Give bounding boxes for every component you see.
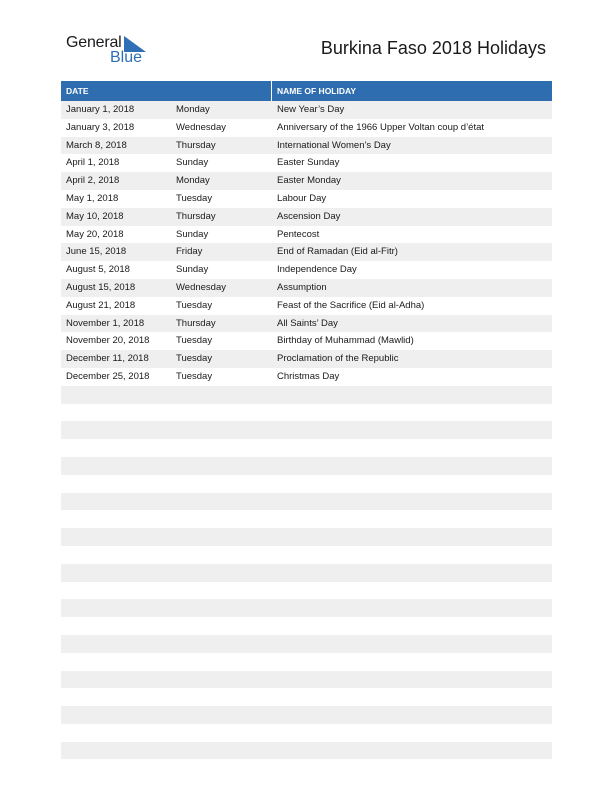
row-date: May 1, 2018 [66, 192, 119, 204]
table-row [61, 154, 552, 172]
row-holiday-name: Feast of the Sacrifice (Eid al-Adha) [277, 299, 425, 311]
holiday-table [61, 81, 552, 777]
page-title: Burkina Faso 2018 Holidays [320, 38, 546, 58]
table-row [61, 332, 552, 350]
row-day: Tuesday [176, 335, 213, 347]
row-date: April 1, 2018 [66, 157, 120, 169]
row-holiday-name: Proclamation of the Republic [277, 353, 399, 365]
table-row [61, 101, 552, 119]
table-row [61, 404, 552, 422]
row-holiday-name: Easter Monday [277, 175, 341, 187]
table-row [61, 528, 552, 546]
row-day: Sunday [176, 157, 209, 169]
row-day: Monday [176, 104, 210, 115]
row-date: December 25, 2018 [66, 370, 150, 382]
row-holiday-name: Easter Sunday [277, 157, 340, 169]
row-date: November 20, 2018 [66, 335, 150, 347]
table-row [61, 315, 552, 333]
row-date: August 21, 2018 [66, 299, 136, 311]
table-row [61, 635, 552, 653]
row-holiday-name: Pentecost [277, 228, 320, 240]
table-row [61, 350, 552, 368]
row-day: Monday [176, 175, 210, 187]
row-date: April 2, 2018 [66, 175, 120, 187]
row-holiday-name: International Women’s Day [277, 139, 391, 151]
table-row [61, 421, 552, 439]
row-holiday-name: Assumption [277, 281, 327, 293]
row-day: Tuesday [176, 353, 213, 365]
table-row [61, 119, 552, 137]
generalblue-logo [66, 34, 156, 68]
header-date: DATE [66, 86, 89, 96]
row-day: Sunday [176, 228, 209, 240]
row-holiday-name: All Saints’ Day [277, 317, 338, 329]
table-row [61, 243, 552, 261]
row-day: Sunday [176, 264, 209, 276]
table-row [61, 279, 552, 297]
row-date: January 1, 2018 [66, 104, 135, 115]
header-holiday-name: NAME OF HOLIDAY [277, 86, 357, 96]
row-holiday-name: Labour Day [277, 192, 327, 204]
table-row [61, 546, 552, 564]
table-row [61, 688, 552, 706]
row-date: May 10, 2018 [66, 210, 124, 222]
table-row [61, 457, 552, 475]
table-row [61, 172, 552, 190]
table-row [61, 724, 552, 742]
table-row [61, 582, 552, 600]
logo-word-general: General [66, 34, 122, 51]
table-row [61, 493, 552, 511]
row-day: Thursday [176, 317, 216, 329]
row-date: December 11, 2018 [66, 353, 149, 365]
table-row [61, 564, 552, 582]
table-row [61, 510, 552, 528]
row-date: August 15, 2018 [66, 281, 136, 293]
table-row [61, 190, 552, 208]
table-row [61, 599, 552, 617]
row-date: June 15, 2018 [66, 246, 127, 258]
row-holiday-name: New Year’s Day [277, 104, 345, 115]
row-holiday-name: Christmas Day [277, 370, 340, 382]
table-row [61, 653, 552, 671]
table-row [61, 208, 552, 226]
row-day: Wednesday [176, 121, 226, 133]
row-day: Tuesday [176, 370, 213, 382]
row-day: Tuesday [176, 192, 213, 204]
table-row [61, 226, 552, 244]
row-holiday-name: Ascension Day [277, 210, 341, 222]
header-divider [271, 81, 272, 101]
table-row [61, 137, 552, 155]
table-row [61, 671, 552, 689]
table-row [61, 261, 552, 279]
table-row [61, 368, 552, 386]
row-holiday-name: End of Ramadan (Eid al-Fitr) [277, 246, 398, 258]
table-row [61, 759, 552, 777]
row-date: May 20, 2018 [66, 228, 124, 240]
row-day: Friday [176, 246, 203, 258]
table-row [61, 706, 552, 724]
table-row [61, 386, 552, 404]
table-row [61, 742, 552, 760]
row-date: January 3, 2018 [66, 121, 135, 133]
table-row [61, 617, 552, 635]
table-header [61, 81, 552, 101]
row-holiday-name: Birthday of Muhammad (Mawlid) [277, 335, 414, 347]
row-day: Tuesday [176, 299, 213, 311]
table-row [61, 475, 552, 493]
row-holiday-name: Anniversary of the 1966 Upper Voltan coup d’état [277, 121, 485, 133]
table-row [61, 439, 552, 457]
logo-word-blue: Blue [110, 49, 143, 66]
table-row [61, 297, 552, 315]
row-date: November 1, 2018 [66, 317, 145, 329]
row-day: Wednesday [176, 281, 226, 293]
table-body [61, 101, 552, 777]
row-day: Thursday [176, 210, 216, 222]
row-date: March 8, 2018 [66, 139, 127, 151]
row-holiday-name: Independence Day [277, 264, 357, 276]
row-date: August 5, 2018 [66, 264, 130, 276]
row-day: Thursday [176, 139, 216, 151]
